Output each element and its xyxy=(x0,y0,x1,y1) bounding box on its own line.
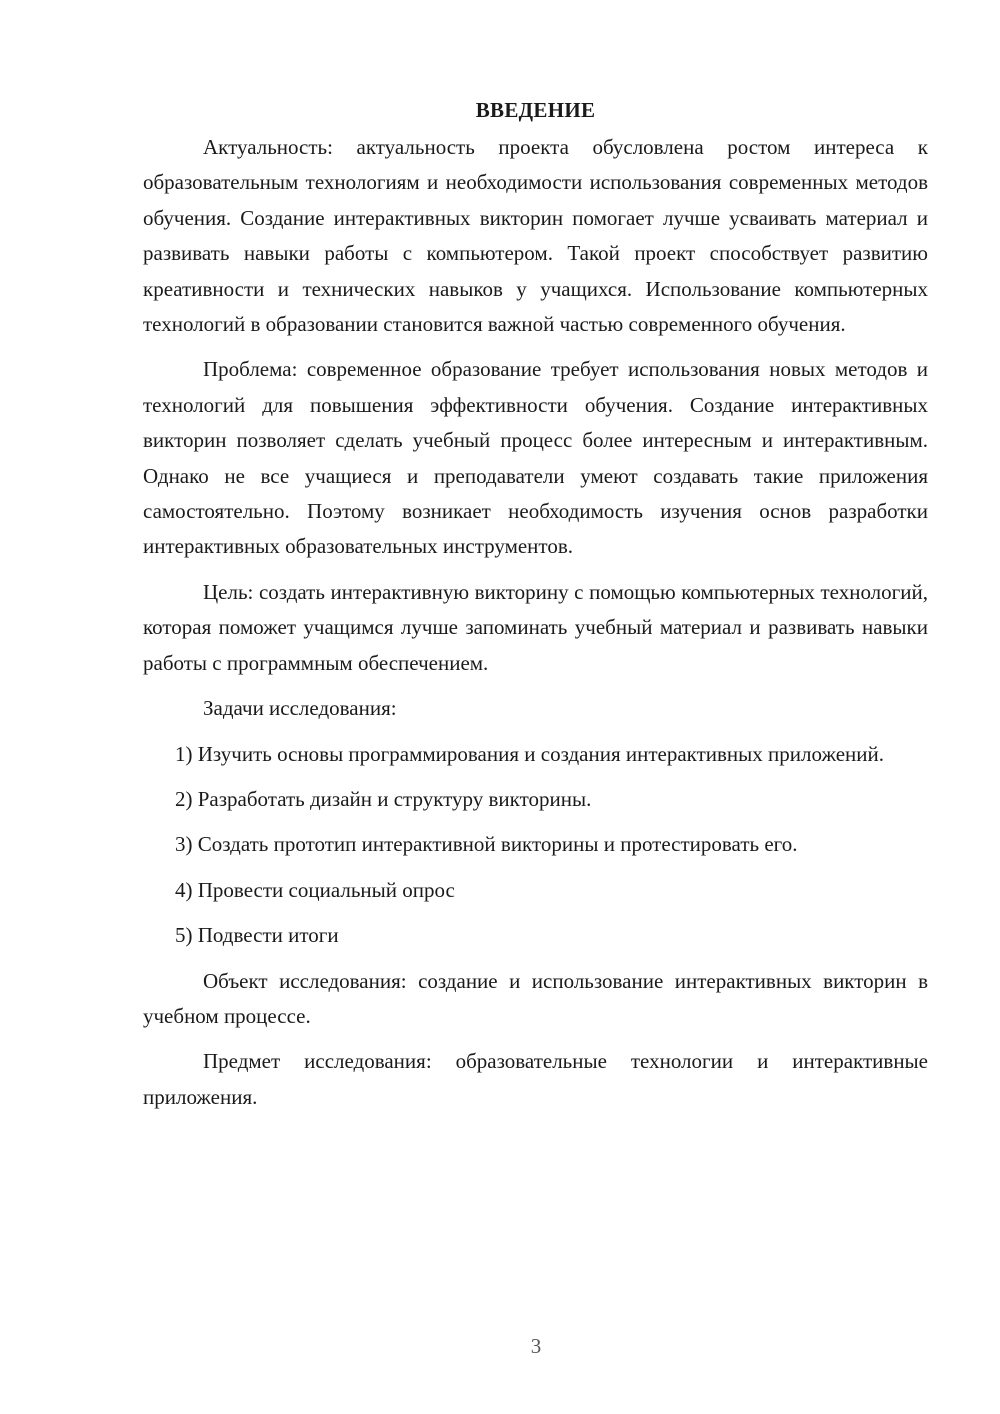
page-number: 3 xyxy=(530,1334,542,1358)
section-heading: ВВЕДЕНИЕ xyxy=(475,98,596,122)
paragraph-subject: Предмет исследования: образовательные технологии и интерактивные приложения. xyxy=(143,1049,928,1109)
list-item-task-1: 1) Изучить основы программирования и создания интерактивных приложений. xyxy=(175,741,884,766)
paragraph-relevance: Актуальность: актуальность проекта обусловлена ростом интереса к образовательным технологиям и необходимости использования современных методов обучения. Создание интерактивных викторин помогает лучше усваивать материал и развивать навыки работы с компьютером. Такой проект способствует развитию креативности и технических навыков у учащихся. Использование компьютерных технологий в образовании становится важной частью современного обучения. xyxy=(143,135,928,337)
list-item-task-5: 5) Подвести итоги xyxy=(175,923,339,948)
paragraph-goal: Цель: создать интерактивную викторину с помощью компьютерных технологий, которая поможет учащимся лучше запоминать учебный материал и развивать навыки работы с программным обеспечением. xyxy=(143,579,928,675)
paragraph-tasks-title: Задачи исследования: xyxy=(203,696,397,721)
list-item-task-2: 2) Разработать дизайн и структуру викторины. xyxy=(175,786,592,811)
list-item-task-4: 4) Провести социальный опрос xyxy=(175,877,455,902)
list-item-task-3: 3) Создать прототип интерактивной викторины и протестировать его. xyxy=(175,832,798,857)
paragraph-problem: Проблема: современное образование требует использования новых методов и технологий для повышения эффективности обучения. Создание интерактивных викторин позволяет сделать учебный процесс более интересным и интерактивным. Однако не все учащиеся и преподаватели умеют создавать такие приложения самостоятельно. Поэтому возникает необходимость изучения основ разработки интерактивных образовательных инструментов. xyxy=(143,357,928,559)
paragraph-object: Объект исследования: создание и использование интерактивных викторин в учебном процессе. xyxy=(143,968,928,1028)
document-page xyxy=(143,92,928,1125)
